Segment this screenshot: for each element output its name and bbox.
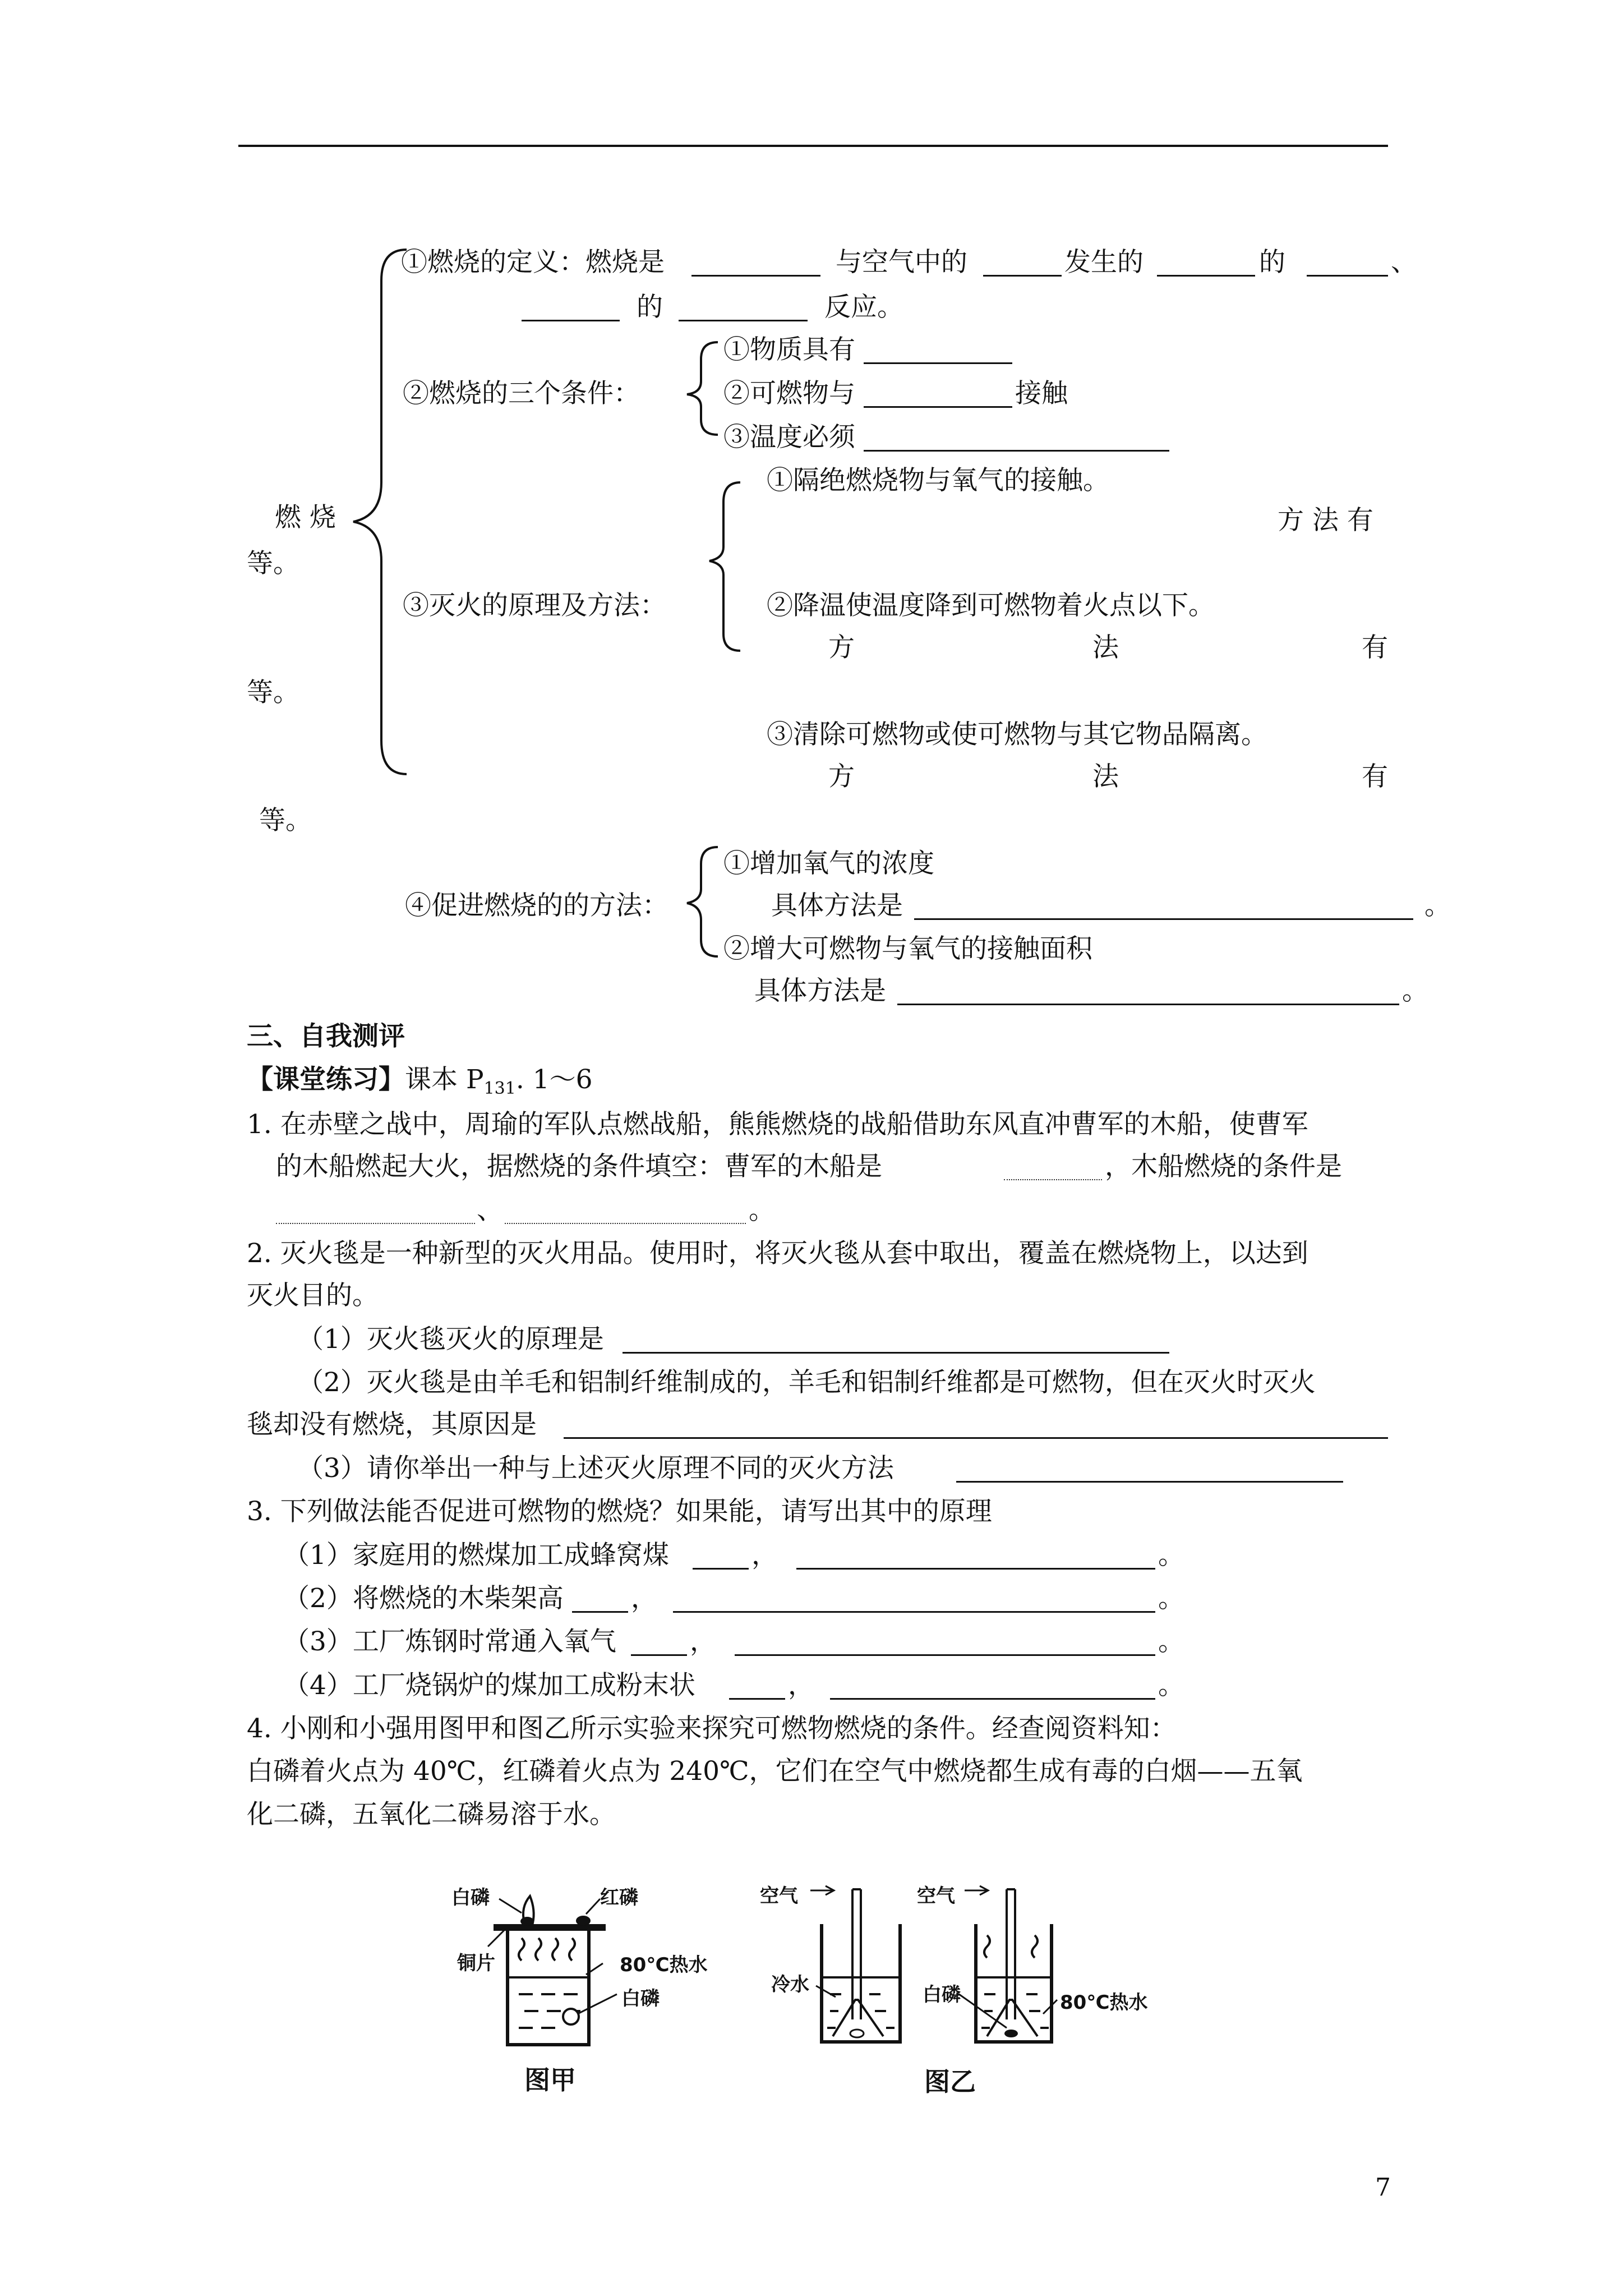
q1-end: 。 [749, 1195, 775, 1226]
q2-s2a: （2）灭火毯是由羊毛和铝制纤维制成的，羊毛和铝制纤维都是可燃物，但在灭火时灭火 [297, 1367, 1316, 1398]
q3-end: 。 [1158, 1626, 1184, 1657]
def-p7: 反应。 [824, 292, 903, 323]
def-label: ①燃烧的定义：燃烧是 [401, 247, 665, 278]
cond-1: ①物质具有 [723, 334, 855, 365]
prom-2-period: 。 [1402, 976, 1428, 1006]
prom-1-specific: 具体方法是 [771, 890, 903, 921]
fig-a-red-p: 红磷 [600, 1887, 638, 1909]
q3-end: 。 [1158, 1583, 1184, 1614]
ext-you-3: 有 [1362, 761, 1388, 792]
q3-item-4: （4）工厂烧锅炉的煤加工成粉末状 [283, 1670, 695, 1701]
cond-3: ③温度必须 [723, 422, 855, 453]
q3-end: 。 [1158, 1540, 1184, 1571]
def-p6: 的 [637, 292, 663, 323]
prom-2: ②增大可燃物与氧气的接触面积 [723, 933, 1092, 964]
ext-you-2: 有 [1362, 632, 1388, 663]
fig-b-air-1: 空气 [760, 1885, 798, 1907]
fig-b-air-2: 空气 [917, 1885, 955, 1907]
ext-fa-2: 法 [1092, 632, 1119, 663]
q4-line1: 4. 小刚和小强用图甲和图乙所示实验来探究可燃物燃烧的条件。经查阅资料知： [247, 1713, 1177, 1744]
ext-fang-3: 方 [828, 761, 855, 792]
prom-1: ①增加氧气的浓度 [723, 848, 934, 879]
cond-2b: 接触 [1015, 378, 1068, 409]
def-p5: 、 [1391, 247, 1417, 278]
q3-item-2: （2）将燃烧的木柴架高 [283, 1583, 564, 1614]
fig-a-caption: 图甲 [524, 2065, 576, 2095]
q1-dun: 、 [477, 1195, 503, 1226]
q2-line1: 2. 灭火毯是一种新型的灭火用品。使用时，将灭火毯从套中取出，覆盖在燃烧物上，以达到 [247, 1238, 1308, 1269]
prom-label: ④促进燃烧的的方法： [405, 890, 668, 921]
prom-1-period: 。 [1424, 890, 1451, 921]
fig-a-copper: 铜片 [457, 1952, 495, 1975]
def-p3: 发生的 [1064, 247, 1144, 278]
q2-line2: 灭火目的。 [247, 1280, 379, 1311]
practice-bracket: 【课堂练习】 [247, 1064, 405, 1095]
section-heading: 三、自我测评 [247, 1021, 405, 1052]
ext-fa-3: 法 [1092, 761, 1119, 792]
ext-fang-2: 方 [828, 632, 855, 663]
cond-2a: ②可燃物与 [723, 378, 855, 409]
q1-line1: 1. 在赤壁之战中，周瑜的军队点燃战船，熊熊燃烧的战船借助东风直冲曹军的木船，使曹军 [247, 1109, 1308, 1140]
fig-b-hot-water: 80℃热水 [1060, 1991, 1148, 2014]
q1-line2b: ，木船燃烧的条件是 [1105, 1151, 1342, 1182]
outline-deng-1: 等。 [247, 548, 299, 579]
ext-method-a: 方 法 有 [1278, 505, 1373, 536]
q3-comma: ， [788, 1670, 814, 1701]
q3-title: 3. 下列做法能否促进可燃物的燃烧？如果能，请写出其中的原理 [247, 1496, 992, 1527]
fig-a-white-p2: 白磷 [621, 1987, 660, 2010]
ext-label: ③灭火的原理及方法： [403, 590, 666, 621]
practice-sub: 131 [483, 1079, 516, 1098]
q3-comma: ， [631, 1583, 657, 1614]
prom-2-specific: 具体方法是 [754, 976, 886, 1006]
outline-deng-2: 等。 [247, 677, 299, 708]
fig-b-white-p: 白磷 [923, 1984, 961, 2006]
practice-tail: . 1～6 [515, 1064, 593, 1095]
ext-1: ①隔绝燃烧物与氧气的接触。 [767, 465, 1109, 496]
q3-item-1: （1）家庭用的燃煤加工成蜂窝煤 [283, 1540, 669, 1571]
q2-s2b: 毯却没有燃烧，其原因是 [247, 1409, 537, 1440]
fig-a-white-p: 白磷 [451, 1887, 490, 1909]
ext-2: ②降温使温度降到可燃物着火点以下。 [767, 590, 1215, 621]
ext-3: ③清除可燃物或使可燃物与其它物品隔离。 [767, 719, 1267, 750]
fig-a-hot-water: 80℃热水 [620, 1954, 708, 1976]
practice-text: 课本 P [405, 1064, 484, 1095]
outline-deng-3: 等。 [259, 805, 312, 836]
cond-label: ②燃烧的三个条件： [403, 378, 640, 409]
q4-line2: 白磷着火点为 40℃，红磷着火点为 240℃，它们在空气中燃烧都生成有毒的白烟——五氧 [247, 1756, 1303, 1787]
def-p4: 的 [1259, 247, 1285, 278]
q2-s3: （3）请你举出一种与上述灭火原理不同的灭火方法 [297, 1453, 894, 1484]
q2-s1: （1）灭火毯灭火的原理是 [297, 1324, 604, 1355]
q1-line2: 的木船燃起大火，据燃烧的条件填空：曹军的木船是 [276, 1151, 882, 1182]
q3-end: 。 [1158, 1670, 1184, 1701]
outline-root: 燃 烧 [275, 502, 336, 533]
fig-b-caption: 图乙 [924, 2067, 976, 2097]
page-number: 7 [1375, 2173, 1391, 2202]
fig-b-cold-water: 冷水 [771, 1973, 809, 1996]
q3-item-3: （3）工厂炼钢时常通入氧气 [283, 1626, 616, 1657]
def-p2: 与空气中的 [836, 247, 967, 278]
q3-comma: ， [690, 1626, 716, 1657]
q3-comma: ， [751, 1540, 778, 1571]
q4-line3: 化二磷，五氧化二磷易溶于水。 [247, 1799, 616, 1830]
